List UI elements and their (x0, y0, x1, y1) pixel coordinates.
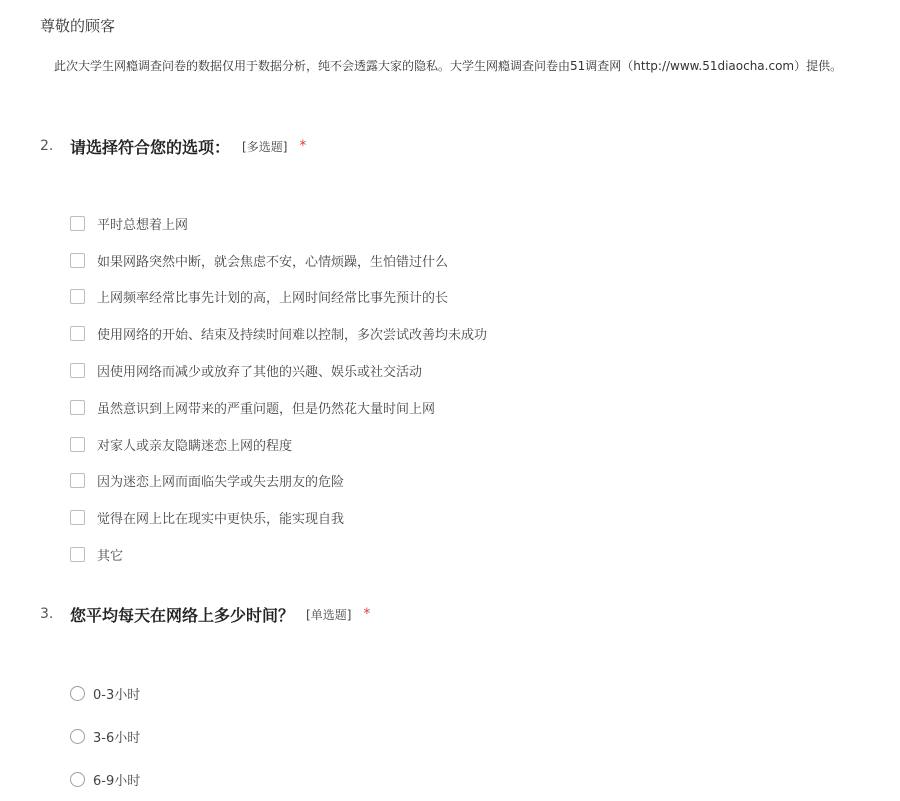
checkbox[interactable] (70, 510, 85, 525)
checkbox-option[interactable] (70, 352, 487, 389)
checkbox-option[interactable] (70, 499, 487, 536)
checkbox-option[interactable] (70, 315, 487, 352)
radio-button[interactable] (70, 729, 85, 744)
radio-option[interactable] (70, 672, 140, 715)
radio-option[interactable] (70, 715, 140, 758)
checkbox-option[interactable] (70, 279, 487, 316)
checkbox-options (70, 205, 487, 573)
option-label[interactable]: 上网频率经常比事先计划的高，上网时间经常比事先预计的长 (97, 291, 449, 307)
question-type: [多选题] (242, 139, 288, 154)
option-label[interactable]: 0-3小时 (93, 688, 141, 703)
checkbox-option[interactable] (70, 205, 487, 242)
radio-options (70, 672, 140, 801)
checkbox-option[interactable] (70, 463, 487, 500)
option-label[interactable]: 其它 (97, 549, 124, 565)
checkbox[interactable] (70, 326, 85, 341)
option-label[interactable]: 6-9小时 (93, 774, 141, 789)
checkbox[interactable] (70, 289, 85, 304)
greeting-heading: 尊敬的顾客 (40, 17, 116, 35)
option-label[interactable]: 使用网络的开始、结束及持续时间难以控制，多次尝试改善均未成功 (97, 328, 488, 344)
question-type: [单选题] (306, 607, 352, 622)
option-label[interactable]: 对家人或亲友隐瞒迷恋上网的程度 (97, 438, 293, 454)
checkbox-option[interactable] (70, 389, 487, 426)
checkbox-option[interactable] (70, 536, 487, 573)
option-label[interactable]: 觉得在网上比在现实中更快乐，能实现自我 (97, 512, 345, 528)
checkbox[interactable] (70, 216, 85, 231)
option-label[interactable]: 因为迷恋上网而面临失学或失去朋友的危险 (97, 475, 345, 491)
question-header (40, 134, 880, 158)
checkbox[interactable] (70, 437, 85, 452)
radio-button[interactable] (70, 772, 85, 787)
required-mark: * (363, 606, 371, 622)
question-header (40, 602, 880, 626)
option-label[interactable]: 平时总想着上网 (97, 217, 189, 233)
question-number: 3. (40, 606, 54, 622)
radio-option[interactable] (70, 758, 140, 801)
checkbox-option[interactable] (70, 426, 487, 463)
option-label[interactable]: 如果网路突然中断，就会焦虑不安，心情烦躁，生怕错过什么 (97, 254, 449, 270)
checkbox[interactable] (70, 400, 85, 415)
question-3 (40, 602, 880, 789)
question-title: 您平均每天在网络上多少时间？ (70, 605, 295, 625)
option-label[interactable]: 虽然意识到上网带来的严重问题，但是仍然花大量时间上网 (97, 401, 436, 417)
checkbox[interactable] (70, 253, 85, 268)
question-number: 2. (40, 138, 54, 154)
question-2 (40, 134, 880, 565)
survey-intro: 此次大学生网瘾调查问卷的数据仅用于数据分析，纯不会透露大家的隐私。大学生网瘾调查问卷由51调查网（http://www.51diaocha.com）提供。 (54, 59, 843, 73)
question-title: 请选择符合您的选项： (70, 137, 231, 157)
radio-button[interactable] (70, 686, 85, 701)
option-label[interactable]: 3-6小时 (93, 731, 141, 746)
checkbox-option[interactable] (70, 242, 487, 279)
checkbox[interactable] (70, 363, 85, 378)
required-mark: * (299, 138, 307, 154)
checkbox[interactable] (70, 547, 85, 562)
checkbox[interactable] (70, 473, 85, 488)
option-label[interactable]: 因使用网络而减少或放弃了其他的兴趣、娱乐或社交活动 (97, 365, 423, 381)
